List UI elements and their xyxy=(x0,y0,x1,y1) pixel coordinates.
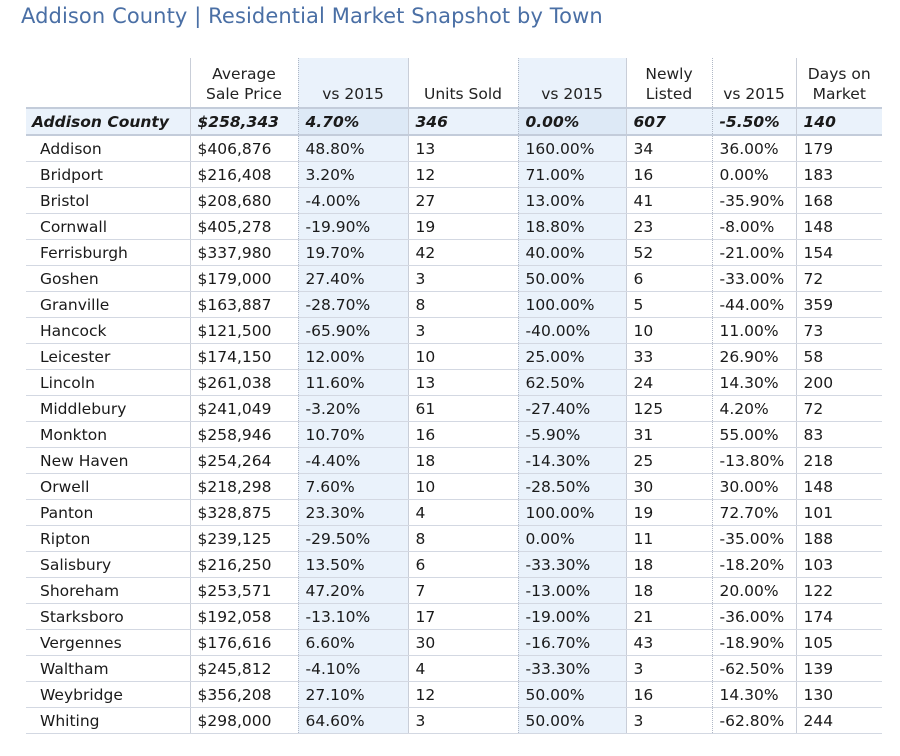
table-row xyxy=(26,604,882,630)
cell-price-vs-2015: -4.40% xyxy=(298,448,408,474)
cell-newly-listed: 34 xyxy=(626,135,712,162)
cell-town: Salisbury xyxy=(26,552,190,578)
cell-listed-vs-2015: -13.80% xyxy=(712,448,796,474)
cell-units-vs-2015: -14.30% xyxy=(518,448,626,474)
cell-days-on-market: 174 xyxy=(796,604,882,630)
cell-days-on-market: 83 xyxy=(796,422,882,448)
cell-avg-price: $245,812 xyxy=(190,656,298,682)
cell-town: Weybridge xyxy=(26,682,190,708)
cell-newly-listed: 25 xyxy=(626,448,712,474)
cell-avg-price: $121,500 xyxy=(190,318,298,344)
cell-days-on-market: 188 xyxy=(796,526,882,552)
cell-listed-vs-2015: 11.00% xyxy=(712,318,796,344)
table-row xyxy=(26,370,882,396)
cell-price-vs-2015: 13.50% xyxy=(298,552,408,578)
cell-units-sold: 13 xyxy=(408,135,518,162)
cell-units-sold: 12 xyxy=(408,682,518,708)
cell-newly-listed: 16 xyxy=(626,162,712,188)
cell-newly-listed: 125 xyxy=(626,396,712,422)
cell-newly-listed: 43 xyxy=(626,630,712,656)
table-row xyxy=(26,630,882,656)
cell-units-sold: 4 xyxy=(408,656,518,682)
table-row xyxy=(26,396,882,422)
cell-newly-listed: 3 xyxy=(626,708,712,734)
cell-units-vs-2015: 25.00% xyxy=(518,344,626,370)
cell-newly-listed: 5 xyxy=(626,292,712,318)
cell-days-on-market: 168 xyxy=(796,188,882,214)
cell-price-vs-2015: 64.60% xyxy=(298,708,408,734)
cell-days-on-market: 122 xyxy=(796,578,882,604)
cell-town: Orwell xyxy=(26,474,190,500)
column-header-line: vs 2015 xyxy=(541,85,603,103)
cell-town: Hancock xyxy=(26,318,190,344)
cell-units-vs-2015: 0.00% xyxy=(518,108,626,135)
cell-newly-listed: 52 xyxy=(626,240,712,266)
column-header-avg-price xyxy=(190,58,298,108)
cell-avg-price: $337,980 xyxy=(190,240,298,266)
cell-town: Addison County xyxy=(26,108,190,135)
cell-avg-price: $216,408 xyxy=(190,162,298,188)
cell-units-vs-2015: 71.00% xyxy=(518,162,626,188)
cell-days-on-market: 105 xyxy=(796,630,882,656)
cell-units-vs-2015: -40.00% xyxy=(518,318,626,344)
cell-listed-vs-2015: 20.00% xyxy=(712,578,796,604)
table-row xyxy=(26,318,882,344)
cell-units-vs-2015: 18.80% xyxy=(518,214,626,240)
cell-avg-price: $174,150 xyxy=(190,344,298,370)
cell-newly-listed: 16 xyxy=(626,682,712,708)
cell-newly-listed: 10 xyxy=(626,318,712,344)
cell-listed-vs-2015: -62.80% xyxy=(712,708,796,734)
cell-newly-listed: 6 xyxy=(626,266,712,292)
cell-listed-vs-2015: -35.90% xyxy=(712,188,796,214)
cell-avg-price: $208,680 xyxy=(190,188,298,214)
cell-price-vs-2015: 23.30% xyxy=(298,500,408,526)
cell-days-on-market: 148 xyxy=(796,214,882,240)
cell-units-sold: 27 xyxy=(408,188,518,214)
cell-units-sold: 7 xyxy=(408,578,518,604)
cell-units-sold: 8 xyxy=(408,526,518,552)
cell-units-sold: 3 xyxy=(408,318,518,344)
cell-newly-listed: 31 xyxy=(626,422,712,448)
cell-units-vs-2015: -33.30% xyxy=(518,552,626,578)
cell-newly-listed: 30 xyxy=(626,474,712,500)
column-header-units-sold xyxy=(408,58,518,108)
table-row xyxy=(26,500,882,526)
cell-price-vs-2015: 10.70% xyxy=(298,422,408,448)
cell-days-on-market: 154 xyxy=(796,240,882,266)
cell-units-vs-2015: 100.00% xyxy=(518,292,626,318)
cell-units-sold: 42 xyxy=(408,240,518,266)
cell-units-vs-2015: 62.50% xyxy=(518,370,626,396)
column-header-units-vs-2015 xyxy=(518,58,626,108)
cell-units-sold: 13 xyxy=(408,370,518,396)
cell-price-vs-2015: -4.10% xyxy=(298,656,408,682)
cell-newly-listed: 11 xyxy=(626,526,712,552)
cell-listed-vs-2015: -21.00% xyxy=(712,240,796,266)
table-row xyxy=(26,266,882,292)
cell-days-on-market: 130 xyxy=(796,682,882,708)
cell-units-vs-2015: 100.00% xyxy=(518,500,626,526)
cell-listed-vs-2015: -44.00% xyxy=(712,292,796,318)
cell-newly-listed: 33 xyxy=(626,344,712,370)
cell-avg-price: $261,038 xyxy=(190,370,298,396)
cell-price-vs-2015: 19.70% xyxy=(298,240,408,266)
cell-town: Ferrisburgh xyxy=(26,240,190,266)
cell-avg-price: $258,946 xyxy=(190,422,298,448)
cell-town: Starksboro xyxy=(26,604,190,630)
cell-days-on-market: 73 xyxy=(796,318,882,344)
cell-avg-price: $254,264 xyxy=(190,448,298,474)
column-header-newly-listed xyxy=(626,58,712,108)
cell-price-vs-2015: -28.70% xyxy=(298,292,408,318)
table-row xyxy=(26,135,882,162)
column-header-line: vs 2015 xyxy=(723,85,785,103)
table-body xyxy=(26,108,882,734)
cell-newly-listed: 23 xyxy=(626,214,712,240)
cell-listed-vs-2015: 26.90% xyxy=(712,344,796,370)
cell-units-vs-2015: 0.00% xyxy=(518,526,626,552)
cell-price-vs-2015: 12.00% xyxy=(298,344,408,370)
table-row xyxy=(26,708,882,734)
column-header-town xyxy=(26,58,190,108)
cell-units-sold: 30 xyxy=(408,630,518,656)
cell-days-on-market: 58 xyxy=(796,344,882,370)
cell-listed-vs-2015: -18.90% xyxy=(712,630,796,656)
cell-units-vs-2015: 50.00% xyxy=(518,682,626,708)
cell-listed-vs-2015: 0.00% xyxy=(712,162,796,188)
cell-newly-listed: 41 xyxy=(626,188,712,214)
table-row xyxy=(26,656,882,682)
cell-avg-price: $239,125 xyxy=(190,526,298,552)
cell-avg-price: $176,616 xyxy=(190,630,298,656)
column-header-line: Days on xyxy=(807,65,871,83)
cell-days-on-market: 72 xyxy=(796,396,882,422)
cell-avg-price: $328,875 xyxy=(190,500,298,526)
cell-town: Waltham xyxy=(26,656,190,682)
cell-days-on-market: 101 xyxy=(796,500,882,526)
cell-days-on-market: 183 xyxy=(796,162,882,188)
cell-avg-price: $406,876 xyxy=(190,135,298,162)
cell-units-sold: 346 xyxy=(408,108,518,135)
cell-units-sold: 10 xyxy=(408,474,518,500)
cell-town: Cornwall xyxy=(26,214,190,240)
cell-days-on-market: 148 xyxy=(796,474,882,500)
cell-town: Monkton xyxy=(26,422,190,448)
cell-days-on-market: 179 xyxy=(796,135,882,162)
cell-listed-vs-2015: 36.00% xyxy=(712,135,796,162)
table-row xyxy=(26,292,882,318)
cell-listed-vs-2015: 30.00% xyxy=(712,474,796,500)
cell-listed-vs-2015: -5.50% xyxy=(712,108,796,135)
cell-units-vs-2015: 160.00% xyxy=(518,135,626,162)
cell-newly-listed: 607 xyxy=(626,108,712,135)
table-row xyxy=(26,214,882,240)
cell-town: Bristol xyxy=(26,188,190,214)
cell-town: Leicester xyxy=(26,344,190,370)
table-header xyxy=(26,58,882,108)
cell-town: Vergennes xyxy=(26,630,190,656)
cell-units-sold: 16 xyxy=(408,422,518,448)
cell-avg-price: $298,000 xyxy=(190,708,298,734)
table-row xyxy=(26,552,882,578)
cell-price-vs-2015: 27.10% xyxy=(298,682,408,708)
cell-price-vs-2015: -65.90% xyxy=(298,318,408,344)
cell-units-sold: 10 xyxy=(408,344,518,370)
cell-units-vs-2015: -27.40% xyxy=(518,396,626,422)
cell-avg-price: $216,250 xyxy=(190,552,298,578)
cell-listed-vs-2015: 14.30% xyxy=(712,682,796,708)
table-row xyxy=(26,448,882,474)
cell-days-on-market: 244 xyxy=(796,708,882,734)
cell-listed-vs-2015: -33.00% xyxy=(712,266,796,292)
cell-units-sold: 6 xyxy=(408,552,518,578)
table-row xyxy=(26,188,882,214)
cell-units-vs-2015: -33.30% xyxy=(518,656,626,682)
cell-units-sold: 12 xyxy=(408,162,518,188)
cell-units-vs-2015: -28.50% xyxy=(518,474,626,500)
column-header-days-on-market xyxy=(796,58,882,108)
cell-days-on-market: 200 xyxy=(796,370,882,396)
table-row xyxy=(26,578,882,604)
cell-price-vs-2015: 3.20% xyxy=(298,162,408,188)
cell-avg-price: $356,208 xyxy=(190,682,298,708)
cell-price-vs-2015: 27.40% xyxy=(298,266,408,292)
cell-listed-vs-2015: -62.50% xyxy=(712,656,796,682)
cell-newly-listed: 19 xyxy=(626,500,712,526)
cell-price-vs-2015: 4.70% xyxy=(298,108,408,135)
cell-newly-listed: 18 xyxy=(626,552,712,578)
cell-price-vs-2015: 47.20% xyxy=(298,578,408,604)
market-table xyxy=(26,58,882,734)
cell-town: Middlebury xyxy=(26,396,190,422)
cell-units-sold: 19 xyxy=(408,214,518,240)
column-header-listed-vs-2015 xyxy=(712,58,796,108)
cell-town: Panton xyxy=(26,500,190,526)
cell-days-on-market: 139 xyxy=(796,656,882,682)
table-row xyxy=(26,526,882,552)
cell-town: Ripton xyxy=(26,526,190,552)
cell-avg-price: $241,049 xyxy=(190,396,298,422)
cell-units-vs-2015: 50.00% xyxy=(518,266,626,292)
cell-price-vs-2015: 11.60% xyxy=(298,370,408,396)
cell-units-vs-2015: -19.00% xyxy=(518,604,626,630)
cell-price-vs-2015: 7.60% xyxy=(298,474,408,500)
cell-days-on-market: 72 xyxy=(796,266,882,292)
cell-avg-price: $192,058 xyxy=(190,604,298,630)
cell-listed-vs-2015: -35.00% xyxy=(712,526,796,552)
cell-units-vs-2015: 50.00% xyxy=(518,708,626,734)
cell-newly-listed: 21 xyxy=(626,604,712,630)
cell-avg-price: $218,298 xyxy=(190,474,298,500)
cell-units-vs-2015: -13.00% xyxy=(518,578,626,604)
cell-units-sold: 4 xyxy=(408,500,518,526)
cell-units-vs-2015: -5.90% xyxy=(518,422,626,448)
cell-listed-vs-2015: 14.30% xyxy=(712,370,796,396)
cell-units-sold: 61 xyxy=(408,396,518,422)
cell-units-vs-2015: 13.00% xyxy=(518,188,626,214)
cell-days-on-market: 140 xyxy=(796,108,882,135)
table-row xyxy=(26,474,882,500)
cell-units-sold: 17 xyxy=(408,604,518,630)
page-title: Addison County | Residential Market Snapshot by Town xyxy=(21,4,603,28)
cell-price-vs-2015: -3.20% xyxy=(298,396,408,422)
cell-newly-listed: 3 xyxy=(626,656,712,682)
cell-units-sold: 3 xyxy=(408,266,518,292)
cell-price-vs-2015: -4.00% xyxy=(298,188,408,214)
cell-units-sold: 8 xyxy=(408,292,518,318)
cell-days-on-market: 103 xyxy=(796,552,882,578)
cell-town: Whiting xyxy=(26,708,190,734)
cell-newly-listed: 24 xyxy=(626,370,712,396)
cell-listed-vs-2015: -18.20% xyxy=(712,552,796,578)
county-total-row xyxy=(26,108,882,135)
column-header-line: Sale Price xyxy=(206,85,282,103)
cell-newly-listed: 18 xyxy=(626,578,712,604)
cell-price-vs-2015: -19.90% xyxy=(298,214,408,240)
cell-units-vs-2015: 40.00% xyxy=(518,240,626,266)
column-header-line: Newly xyxy=(645,65,693,83)
column-header-line: Units Sold xyxy=(423,85,503,103)
cell-town: Shoreham xyxy=(26,578,190,604)
column-header-line: Average xyxy=(212,65,276,83)
cell-avg-price: $253,571 xyxy=(190,578,298,604)
cell-units-vs-2015: -16.70% xyxy=(518,630,626,656)
cell-listed-vs-2015: 55.00% xyxy=(712,422,796,448)
cell-avg-price: $163,887 xyxy=(190,292,298,318)
cell-price-vs-2015: 6.60% xyxy=(298,630,408,656)
table-row xyxy=(26,240,882,266)
cell-days-on-market: 218 xyxy=(796,448,882,474)
cell-town: Addison xyxy=(26,135,190,162)
table-row xyxy=(26,682,882,708)
cell-units-sold: 18 xyxy=(408,448,518,474)
table-row xyxy=(26,344,882,370)
cell-listed-vs-2015: 4.20% xyxy=(712,396,796,422)
cell-town: Bridport xyxy=(26,162,190,188)
cell-listed-vs-2015: -36.00% xyxy=(712,604,796,630)
cell-town: Granville xyxy=(26,292,190,318)
cell-days-on-market: 359 xyxy=(796,292,882,318)
column-header-line: vs 2015 xyxy=(322,85,384,103)
column-header-price-vs-2015 xyxy=(298,58,408,108)
cell-price-vs-2015: -29.50% xyxy=(298,526,408,552)
table-row xyxy=(26,162,882,188)
column-header-line: Listed xyxy=(645,85,693,103)
column-header-line: Market xyxy=(812,85,866,103)
cell-avg-price: $405,278 xyxy=(190,214,298,240)
cell-avg-price: $258,343 xyxy=(190,108,298,135)
cell-price-vs-2015: -13.10% xyxy=(298,604,408,630)
cell-listed-vs-2015: -8.00% xyxy=(712,214,796,240)
cell-price-vs-2015: 48.80% xyxy=(298,135,408,162)
cell-listed-vs-2015: 72.70% xyxy=(712,500,796,526)
table-row xyxy=(26,422,882,448)
cell-town: Goshen xyxy=(26,266,190,292)
cell-town: Lincoln xyxy=(26,370,190,396)
cell-avg-price: $179,000 xyxy=(190,266,298,292)
cell-town: New Haven xyxy=(26,448,190,474)
cell-units-sold: 3 xyxy=(408,708,518,734)
